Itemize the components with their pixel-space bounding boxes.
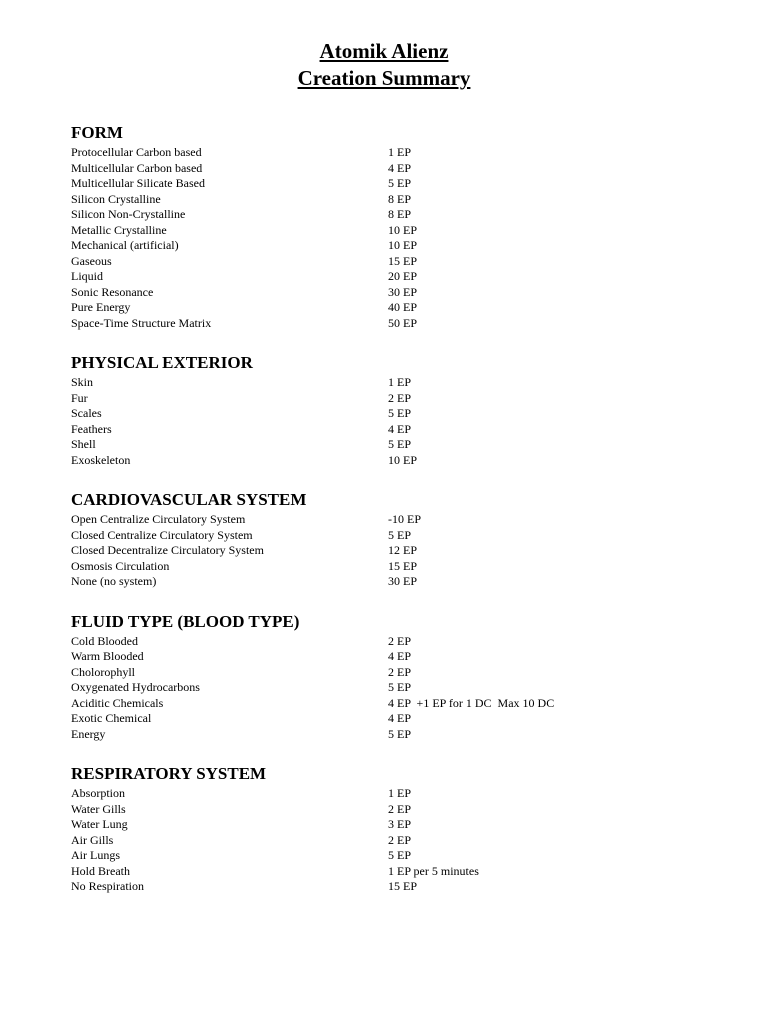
list-item [71,316,731,332]
item-label: Multicellular Silicate Based [71,176,205,190]
list-item [71,375,731,391]
item-value: 2 EP [388,801,412,816]
list-item [71,223,731,239]
item-value: 2 EP [388,390,412,405]
list-item [71,528,731,544]
list-item [71,406,731,422]
list-item [71,238,731,254]
item-value: 4 EP [388,711,412,725]
item-value: -10 EP [388,512,421,526]
section-heading: FORM [71,123,123,142]
list-item [71,437,731,453]
list-item [71,422,731,438]
list-item [71,634,731,650]
item-value: 5 EP [388,406,412,420]
item-value: 20 EP [388,269,418,283]
item-label: Mechanical (artificial) [71,238,179,252]
item-label: Silicon Crystalline [71,191,161,206]
list-item [71,711,731,727]
section-heading: CARDIOVASCULAR SYSTEM [71,490,307,509]
list-item [71,649,731,665]
item-value: 8 EP [388,207,412,221]
item-value: 30 EP [388,284,418,299]
item-label: Metallic Crystalline [71,222,167,237]
list-item [71,254,731,270]
section-form [71,121,731,331]
list-item [71,879,731,895]
item-value: 1 EP [388,786,412,800]
item-value: 2 EP [388,633,412,648]
title-line-2: Creation Summary [297,66,471,90]
item-label: Cold Blooded [71,633,139,648]
section-heading: FLUID TYPE (BLOOD TYPE) [71,611,300,631]
list-item [71,543,731,559]
item-label: Liquid [71,269,103,283]
item-value: 30 EP [388,574,418,588]
item-label: Absorption [71,786,125,800]
list-item [71,786,731,802]
list-item [71,207,731,223]
list-item [71,453,731,469]
list-item [71,559,731,575]
item-label: Exoskeleton [71,452,131,467]
section-spacer [71,468,731,488]
list-item [71,696,731,712]
item-value: 50 EP [388,315,418,330]
section-heading: RESPIRATORY SYSTEM [71,764,267,783]
item-value: 4 EP [388,421,412,436]
list-item [71,864,731,880]
section-cardiovascular-system [71,488,731,590]
item-value: 1 EP [388,145,412,159]
item-label: Water Lung [71,817,128,831]
item-label: None (no system) [71,574,157,588]
list-item [71,300,731,316]
item-value: 5 EP [388,176,412,190]
item-label: Shell [71,437,96,451]
list-item [71,848,731,864]
item-label: No Respiration [71,879,144,893]
item-value: 4 EP [388,649,412,663]
item-value: 5 EP [388,527,412,542]
item-label: Protocellular Carbon based [71,145,202,159]
item-value: 1 EP per 5 minutes [388,863,479,878]
item-label: Closed Decentralize Circulatory System [71,543,264,557]
list-item [71,680,731,696]
list-item [71,176,731,192]
item-label: Closed Centralize Circulatory System [71,527,253,542]
item-value: 12 EP [388,543,418,557]
item-label: Feathers [71,421,112,436]
list-item [71,269,731,285]
item-label: Warm Blooded [71,649,144,663]
item-label: Scales [71,406,102,420]
section-spacer [71,590,731,610]
item-value: 10 EP [388,238,418,252]
item-value: 5 EP [388,726,412,741]
item-label: Pure Energy [71,300,131,314]
item-value: 4 EP [388,160,412,175]
item-value: 5 EP [388,848,412,862]
sections-container [71,121,731,895]
item-value: 10 EP [388,452,418,467]
item-label: Hold Breath [71,863,130,878]
item-label: Multicellular Carbon based [71,160,203,175]
item-value: 4 EP +1 EP for 1 DC Max 10 DC [388,695,555,710]
item-label: Oxygenated Hydrocarbons [71,680,200,694]
list-item [71,145,731,161]
item-label: Energy [71,726,106,741]
item-label: Exotic Chemical [71,711,152,725]
item-value: 3 EP [388,817,412,831]
list-item [71,192,731,208]
item-value: 5 EP [388,437,412,451]
item-value: 15 EP [388,879,418,893]
section-spacer [71,331,731,351]
list-item [71,391,731,407]
item-value: 2 EP [388,664,412,679]
list-item [71,574,731,590]
item-label: Air Gills [71,832,114,847]
document-title [0,38,768,92]
section-fluid-type [71,610,731,743]
item-value: 40 EP [388,300,418,314]
item-value: 1 EP [388,375,412,389]
item-label: Osmosis Circulation [71,558,170,573]
item-label: Air Lungs [71,848,120,862]
item-value: 15 EP [388,558,418,573]
list-item [71,817,731,833]
item-label: Gaseous [71,253,112,268]
list-item [71,665,731,681]
section-physical-exterior [71,351,731,468]
section-heading: PHYSICAL EXTERIOR [71,353,253,372]
item-label: Space-Time Structure Matrix [71,315,212,330]
item-value: 2 EP [388,832,412,847]
title-line-1: Atomik Alienz [319,39,449,63]
item-label: Fur [71,390,88,405]
list-item [71,512,731,528]
list-item [71,161,731,177]
list-item [71,833,731,849]
list-item [71,285,731,301]
item-value: 5 EP [388,680,412,694]
item-label: Water Gills [71,801,126,816]
item-label: Sonic Resonance [71,284,154,299]
section-respiratory-system [71,762,731,895]
item-label: Silicon Non-Crystalline [71,207,186,221]
item-value: 8 EP [388,191,412,206]
item-value: 15 EP [388,253,418,268]
item-label: Open Centralize Circulatory System [71,512,246,526]
item-label: Cholorophyll [71,664,136,679]
item-label: Skin [71,375,94,389]
item-value: 10 EP [388,222,418,237]
section-spacer [71,742,731,762]
list-item [71,802,731,818]
list-item [71,727,731,743]
item-label: Aciditic Chemicals [71,695,164,710]
